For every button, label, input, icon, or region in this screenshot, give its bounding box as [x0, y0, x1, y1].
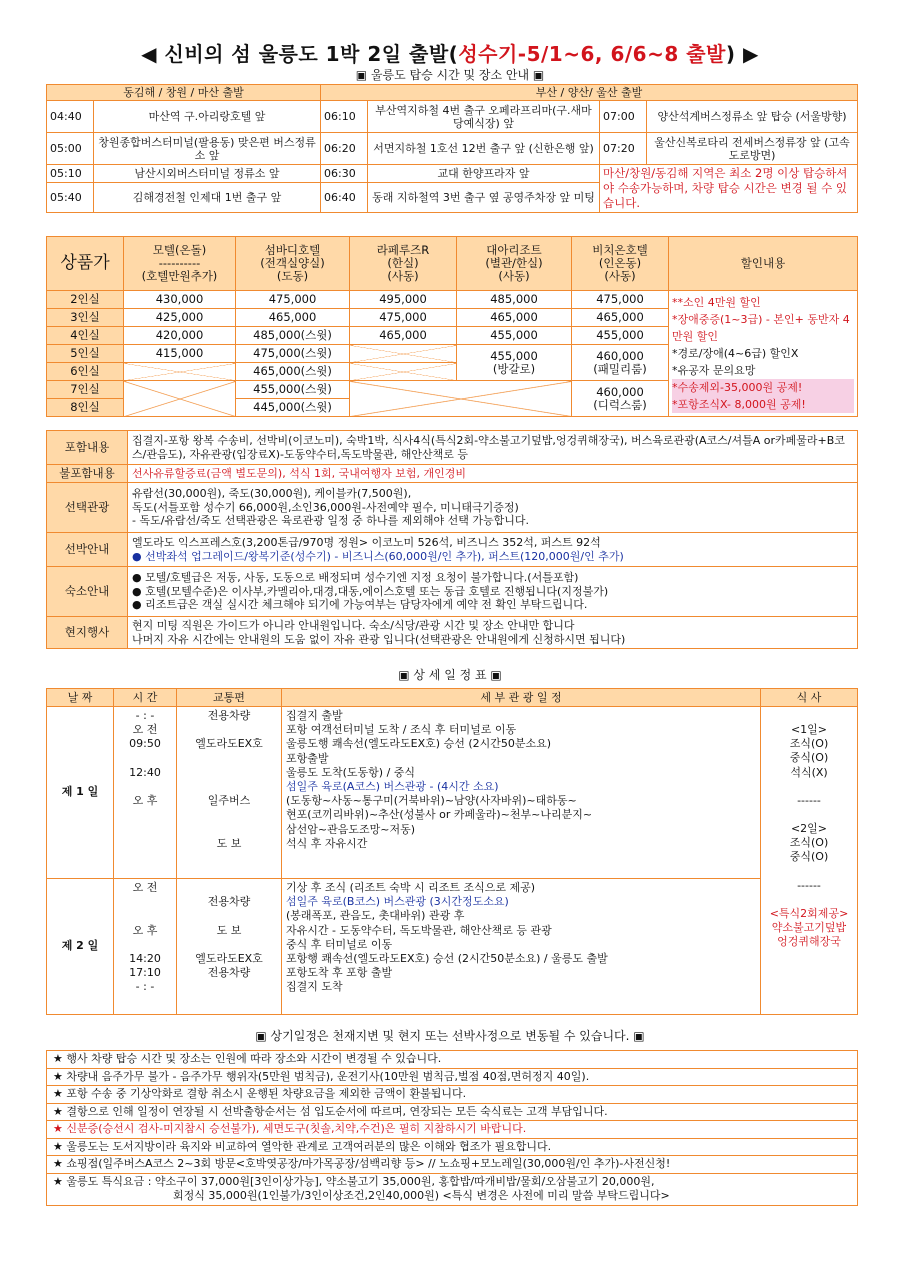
price-col-header: 섬바디호텔 (전객실양실) (도동): [236, 237, 350, 291]
schedule-header: 식 사: [761, 689, 858, 707]
price-table: [46, 236, 858, 417]
unavailable-cell: [350, 381, 572, 417]
room-type: 4인실: [47, 327, 124, 345]
info-label: 선택관광: [47, 483, 128, 533]
price: 475,000(스윗): [236, 345, 350, 363]
room-type: 8인실: [47, 399, 124, 417]
time: 05:10: [47, 165, 94, 183]
price: 415,000: [124, 345, 236, 363]
transport-column: 전용차량 엘도라도EX호 일주버스 도 보: [177, 707, 282, 879]
discount-list: **소인 4만원 할인 *장애중증(1~3급) - 본인+ 동반자 4만원 할인 *경로/장애(4~6급) 할인X *유공자 문의요망 *수송제외-35,000원 공제! *포항조식X- 8,000원 공제!: [669, 291, 858, 417]
departure-subtitle: ▣ 울릉도 탑승 시간 및 장소 안내 ▣: [355, 68, 545, 82]
schedule-header: 시 간: [114, 689, 177, 707]
price: 465,000: [236, 309, 350, 327]
note: ★ 차량내 음주가무 불가 - 음주가무 행위자(5만원 범칙금), 운전기사(10만원 범칙금,벌점 40점,면허정지 40일).: [47, 1068, 858, 1086]
info-table: [46, 430, 858, 649]
day-label: 제 1 일: [47, 707, 114, 879]
note: ★ 울릉도는 도서지방이라 육지와 비교하여 열악한 관계로 고객여러분의 많은 이해와 협조가 필요합니다.: [47, 1138, 858, 1156]
place: 김해경전철 인제대 1번 출구 앞: [94, 183, 321, 213]
price: 445,000(스윗): [236, 399, 350, 417]
info-content: 선사유류할증료(금액 별도문의), 석식 1회, 국내여행자 보험, 개인경비: [128, 465, 858, 483]
departure-table: [46, 84, 858, 213]
place: 창원종합버스터미널(팔용동) 맞은편 버스정류소 앞: [94, 133, 321, 165]
price: 455,000(스윗): [236, 381, 350, 399]
note: ★ 신분증(승선시 검사-미지참시 승선불가), 세면도구(칫솔,치약,수건)은 필히 지참하시기 바랍니다.: [47, 1121, 858, 1139]
place: 교대 한양프라자 앞: [368, 165, 600, 183]
place: 양산석계버스정류소 앞 탑승 (서울방향): [647, 101, 858, 133]
departure-header-1: 동김해 / 창원 / 마산 출발: [47, 85, 321, 101]
departure-header-2: 부산 / 양산/ 울산 출발: [321, 85, 858, 101]
price: 475,000: [572, 291, 669, 309]
time-column: - : - 오 전 09:50 12:40 오 후: [114, 707, 177, 879]
schedule-header: 날 짜: [47, 689, 114, 707]
place: 부산역지하철 4번 출구 오페라프리마(구.새마당예식장) 앞: [368, 101, 600, 133]
price-col-header: 대아리조트 (별관/한실) (사동): [457, 237, 572, 291]
detail-column: 기상 후 조식 (리조트 숙박 시 리조트 조식으로 제공) 섬일주 육로(B코스) 버스관광 (3시간정도소요) (봉래폭포, 관음도, 촛대바위) 관광 후 자유시간 - 도동약수터, 독도박물관, 해안산책로 등 관광 중식 후 터미널로 이동 포항행 쾌속선(엘도라도EX호) 승선 (2시간50분소요) / 울릉도 출발 포항도착 후 포항 출발 집결지 도착: [282, 879, 761, 1015]
room-type: 7인실: [47, 381, 124, 399]
info-content: 현지 미팅 직원은 가이드가 아니라 안내원입니다. 숙소/식당/관광 시간 및 장소 안내만 합니다 나머지 자유 시간에는 안내원의 도움 없이 자유 관광 입니다(선택관광은 안내원에게 신청하시면 됩니다): [128, 617, 858, 649]
info-content: 엘도라도 익스프레스호(3,200톤급/970명 정원> 이코노미 526석, 비즈니스 352석, 퍼스트 92석 ● 선박좌석 업그레이드/왕복기준(성수기) - 비즈니스(60,000원/인 추가), 퍼스트(120,000원/인 추가): [128, 533, 858, 567]
info-label: 현지행사: [47, 617, 128, 649]
info-content: ● 모텔/호텔급은 저동, 사동, 도동으로 배정되며 성수기엔 지정 요청이 불가합니다.(서틀포함) ● 호텔(모텔수준)은 이사부,카멜리아,대경,대동,에이스호텔 또는 동급 호텔로 진행됩니다(지정불가) ● 리조트급은 객실 실시간 체크해야 되기에 가능여부는 담당자에게 예약 전 확인 부탁드립니다.: [128, 567, 858, 617]
unavailable-cell: [350, 345, 457, 363]
room-type: 5인실: [47, 345, 124, 363]
page-title: ◀ 신비의 섬 울릉도 1박 2일 출발(성수기-5/1~6, 6/6~8 출발) ▶: [141, 42, 759, 66]
time: 05:00: [47, 133, 94, 165]
schedule-header: 세 부 관 광 일 정: [282, 689, 761, 707]
info-content: 집결지-포항 왕복 수송비, 선박비(이코노미), 숙박1박, 식사4식(특식2회-약소불고기덮밥,엉겅퀴해장국), 버스육로관광(A코스/셔틀A or카페물라+B코스/관음도), 자유관광(입장료X)-도동약수터,독도박물관, 해안산책로 등: [128, 431, 858, 465]
price: 455,000: [457, 327, 572, 345]
room-type: 3인실: [47, 309, 124, 327]
time-column: 오 전 오 후 14:20 17:10 - : -: [114, 879, 177, 1015]
price: 465,000(스윗): [236, 363, 350, 381]
price-col-header: 비치온호텔 (인온동) (사동): [572, 237, 669, 291]
discount-header: 할인내용: [669, 237, 858, 291]
time: 05:40: [47, 183, 94, 213]
info-content: 유람선(30,000원), 죽도(30,000원), 케이블카(7,500원), 독도(서틀포함 성수기 66,000원,소인36,000원-사전예약 필수, 미니태극기증정) - 독도/유람선/죽도 선택관광은 육로관광 일정 중 하나를 제외해야 선택 가능합니다.: [128, 483, 858, 533]
place: 동래 지하철역 3번 출구 옆 공영주차장 앞 미팅: [368, 183, 600, 213]
place: 남산시외버스터미널 정류소 앞: [94, 165, 321, 183]
room-type: 6인실: [47, 363, 124, 381]
info-label: 선박안내: [47, 533, 128, 567]
price: 425,000: [124, 309, 236, 327]
price-col-header: 라페루즈R (한실) (사동): [350, 237, 457, 291]
price: 475,000: [350, 309, 457, 327]
transport-column: 전용차량 도 보 엘도라도EX호 전용차량: [177, 879, 282, 1015]
time: 07:20: [600, 133, 647, 165]
price: 460,000 (디럭스룸): [572, 381, 669, 417]
note: ★ 울릉도 특식요금 : 약소구이 37,000원[3인이상가능], 약소불고기 35,000원, 홍합밥/따개비밥/물회/오삼불고기 20,000원, 회정식 35,000원(1인불가/3인이상조건,2인40,000원) <특식 변경은 사전에 미리 말씀 부탁드립니다>: [47, 1173, 858, 1205]
price: 420,000: [124, 327, 236, 345]
place: 서면지하철 1호선 12번 출구 앞 (신한은행 앞): [368, 133, 600, 165]
price: 430,000: [124, 291, 236, 309]
room-type: 2인실: [47, 291, 124, 309]
note: ★ 결항으로 인해 일정이 연장될 시 선박출항순서는 섬 입도순서에 따르며, 연장되는 모든 숙식료는 고객 부담입니다.: [47, 1103, 858, 1121]
place: 울산신복로타리 전세버스정류장 앞 (고속도로방면): [647, 133, 858, 165]
price: 465,000: [457, 309, 572, 327]
note: ★ 행사 차량 탑승 시간 및 장소는 인원에 따라 장소와 시간이 변경될 수 있습니다.: [47, 1051, 858, 1069]
schedule-table: [46, 688, 858, 1015]
price: 495,000: [350, 291, 457, 309]
detail-column: 집결지 출발 포항 여객선터미널 도착 / 조식 후 터미널로 이동 울릉도행 쾌속선(엘도라도EX호) 승선 (2시간50분소요) 포항출발 울릉도 도착(도동항) / 중식 섬일주 육로(A코스) 버스관광 - (4시간 소요) (도동항~사동~통구미(거북바위)~남양(사자바위)~태하동~ 현포(코끼리바위)~추산(성불사 or 카페울라)~천부~나리분지~ 삼선암~관음도조망~저동) 석식 후 자유시간: [282, 707, 761, 879]
price-label: 상품가: [47, 237, 124, 291]
price: 485,000: [457, 291, 572, 309]
note: ★ 쇼핑점(일주버스A코스 2~3회 방문<호박엿공장/마가목공장/섬백리향 등> // 노쇼핑+모노레일(30,000원/인 추가)-사전신청!: [47, 1156, 858, 1174]
price: 465,000: [572, 309, 669, 327]
unavailable-cell: [124, 381, 236, 417]
time: 06:30: [321, 165, 368, 183]
price: 455,000 (방갈로): [457, 345, 572, 381]
price: 455,000: [572, 327, 669, 345]
departure-note: 마산/창원/동김해 지역은 최소 2명 이상 탑승하셔야 수송가능하며, 차량 탑승 시간은 변경 될 수 있습니다.: [600, 165, 858, 213]
info-label: 숙소안내: [47, 567, 128, 617]
time: 07:00: [600, 101, 647, 133]
meal-column: <1일> 조식(O) 중식(O) 석식(X) ------ <2일> 조식(O) 중식(O) ------ <특식2회제공> 약소불고기덮밥 엉겅퀴해장국: [761, 707, 858, 1015]
info-label: 포함내용: [47, 431, 128, 465]
unavailable-cell: [124, 363, 236, 381]
unavailable-cell: [350, 363, 457, 381]
price: 475,000: [236, 291, 350, 309]
time: 04:40: [47, 101, 94, 133]
note: ★ 포항 수송 중 기상악화로 결항 취소시 운행된 차량요금을 제외한 금액이 환불됩니다.: [47, 1086, 858, 1104]
price-col-header: 모텔(온돌) ---------- (호텔만원추가): [124, 237, 236, 291]
info-label: 불포함내용: [47, 465, 128, 483]
price: 485,000(스윗): [236, 327, 350, 345]
price: 465,000: [350, 327, 457, 345]
price: 460,000 (패밀리룸): [572, 345, 669, 381]
time: 06:20: [321, 133, 368, 165]
time: 06:10: [321, 101, 368, 133]
time: 06:40: [321, 183, 368, 213]
notes-table: [46, 1050, 858, 1206]
day-label: 제 2 일: [47, 879, 114, 1015]
schedule-header: 교통편: [177, 689, 282, 707]
change-notice: ▣ 상기일정은 천재지변 및 현지 또는 선박사정으로 변동될 수 있습니다. ▣: [255, 1029, 645, 1043]
schedule-title: ▣ 상 세 일 정 표 ▣: [398, 668, 502, 682]
place: 마산역 구.아리랑호텔 앞: [94, 101, 321, 133]
